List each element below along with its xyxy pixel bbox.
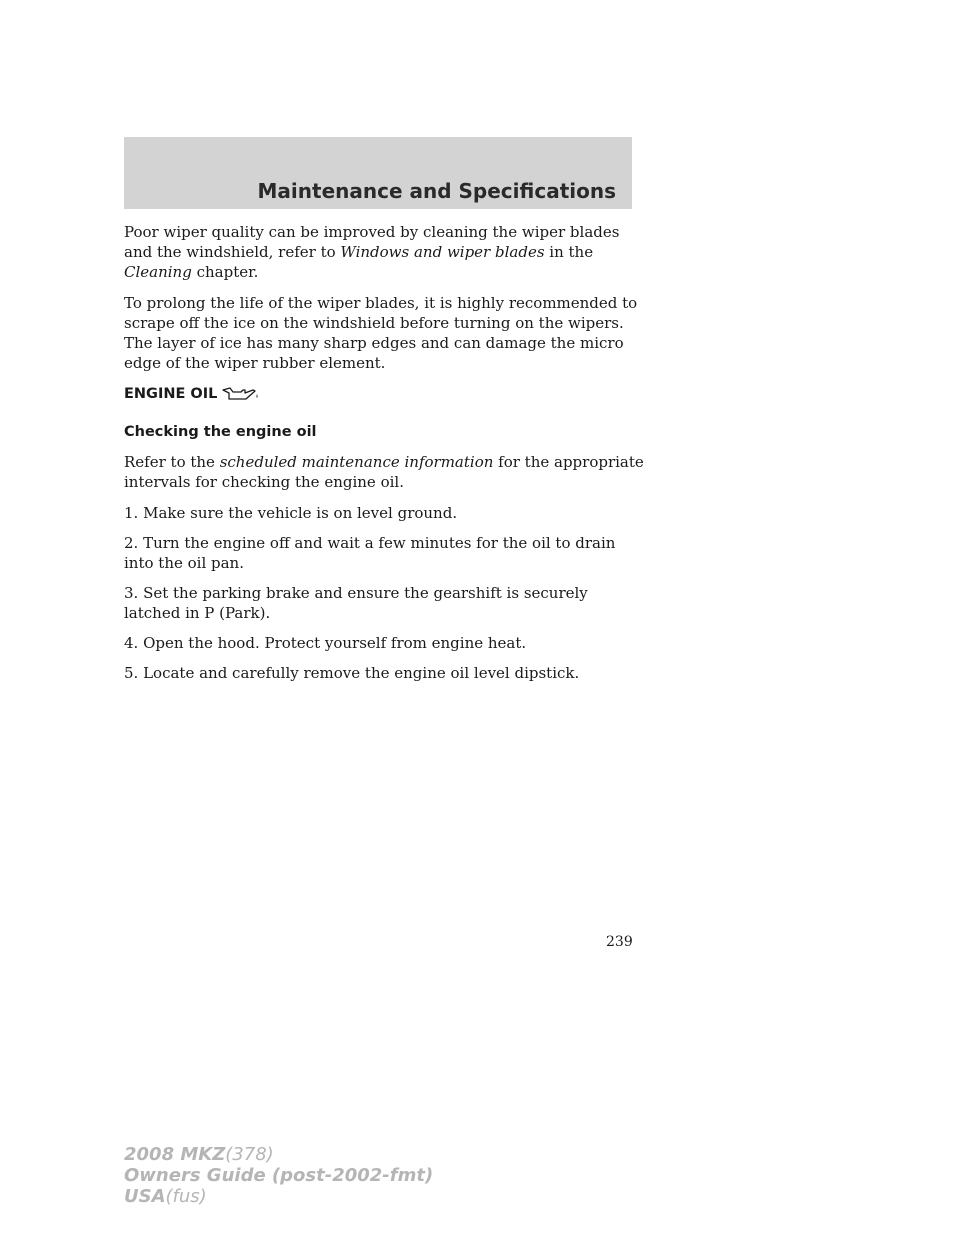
wiper-quality-paragraph: Poor wiper quality can be improved by cleaning the wiper blades and the windshield, refer to Windows and wiper blades in the Cleaning chapter.	[124, 223, 620, 281]
chapter-title: Maintenance and Specifications	[257, 179, 616, 203]
step-item: 3. Set the parking brake and ensure the gearshift is securely latched in P (Park).	[124, 584, 588, 622]
step-item: 5. Locate and carefully remove the engine oil level dipstick.	[124, 664, 580, 682]
section-heading-engine-oil	[124, 384, 644, 404]
footer-line-guide: Owners Guide (post-2002-fmt)	[124, 1165, 434, 1186]
scheduled-maintenance-reference: scheduled maintenance information	[219, 453, 494, 471]
wiper-blades-reference: Windows and wiper blades	[340, 243, 545, 261]
step-item: 2. Turn the engine off and wait a few minutes for the oil to drain into the oil pan.	[124, 534, 616, 572]
chapter-header-band	[124, 137, 632, 209]
footer-line-market: USA(fus)	[124, 1186, 207, 1207]
maintenance-reference-paragraph: Refer to the scheduled maintenance information for the appropriate intervals for checking the engine oil.	[124, 453, 644, 491]
section-title: ENGINE OIL	[124, 386, 218, 402]
document-footer	[124, 1144, 433, 1207]
step-item: 1. Make sure the vehicle is on level ground.	[124, 504, 458, 522]
subsection-heading: Checking the engine oil	[124, 424, 317, 440]
cleaning-chapter-reference: Cleaning	[124, 263, 192, 281]
page-number: 239	[606, 934, 633, 950]
wiper-ice-paragraph: To prolong the life of the wiper blades, it is highly recommended to scrape off the ice on the windshield before turning on the wipers. The layer of ice has many sharp edges and can damage the micro edge of the wiper rubber element.	[124, 294, 638, 372]
page-body	[124, 222, 644, 693]
step-item: 4. Open the hood. Protect yourself from engine heat.	[124, 634, 527, 652]
footer-line-model: 2008 MKZ(378)	[124, 1144, 274, 1165]
oil-can-icon	[221, 385, 261, 403]
